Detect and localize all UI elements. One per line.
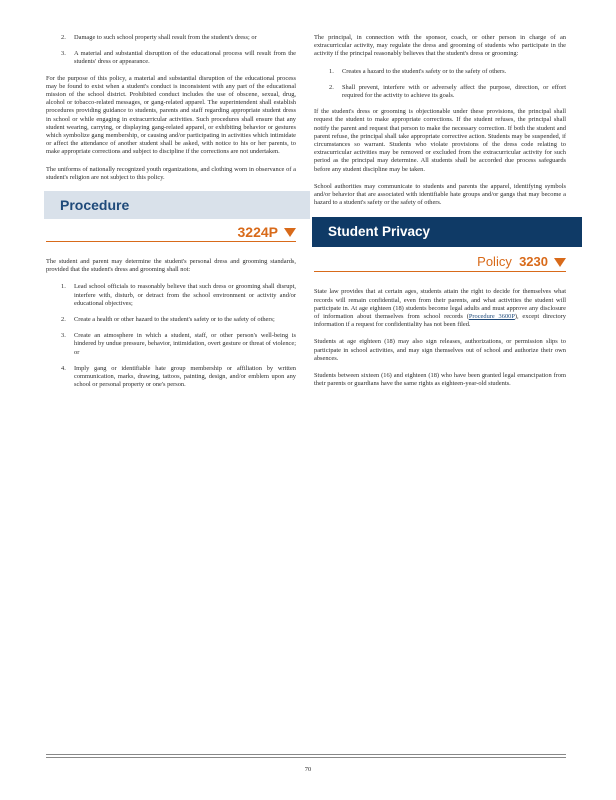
page-number: 70	[304, 766, 312, 773]
principal-conditions-list	[314, 68, 566, 101]
list-item: 2. Damage to such school property shall result from the student's dress; or	[61, 34, 257, 41]
policy-label: Policy	[477, 254, 512, 270]
procedure-heading: Procedure	[44, 191, 310, 219]
list-item: 1. Creates a hazard to the student's safety or to the safety of others.	[329, 67, 507, 75]
list-item: 3. A material and substantial disruption of the educational process will result from the students' dress or appearance.	[61, 50, 296, 66]
list-item-text: Damage to such school property shall result from the student's dress; or	[74, 34, 257, 41]
list-item-text: A material and substantial disruption of the educational process will result from the students' dress or appearance.	[74, 50, 296, 66]
footer-rule	[46, 754, 566, 755]
policy-paragraph: The uniforms of nationally recognized youth organizations, and clothing worn in observance of a student's religion are not subject to this policy.	[46, 165, 296, 181]
right-column	[314, 34, 566, 397]
procedure-list	[46, 283, 296, 389]
list-item: 1. Lead school officials to reasonably believe that such dress or grooming shall disrupt, interfere with, disturb, or detract from the school environment or activity and/or educational objectives;	[61, 283, 296, 307]
privacy-paragraph: Students at age eighteen (18) may also sign releases, authorizations, or permission slips to participate in school activities, and may sign themselves out of school and authorize their own absences.	[314, 338, 566, 362]
corrective-action-paragraph: If the student's dress or grooming is objectionable under these provisions, the principal shall request the student to make appropriate corrections. If the student refuses, the principal shall notify the parent and request that person to make the necessary correction. If both the student and parent refuse, the principal shall take appropriate corrective action. Students may be suspended, if circumstances so warrant. Students who violate provisions of the dress code relating to extracurricular activities may be removed or excluded from the extracurricular activity for such period as the principal may determine. All students shall be accorded due process safeguards before any student discipline may be taken.	[314, 108, 566, 173]
list-item: 2. Shall prevent, interfere with or adversely affect the purpose, direction, or effort required for the activity to achieve its goals.	[329, 83, 566, 100]
triangle-down-icon	[284, 228, 296, 237]
procedure-code: 3224P	[237, 224, 278, 241]
hate-groups-paragraph: School authorities may communicate to students and parents the apparel, identifying symbols and/or behavior that are associated with identifiable hate groups and/or gangs that may become a hazard to a student's safety or the safety of others.	[314, 182, 566, 207]
principal-paragraph: The principal, in connection with the sponsor, coach, or other person in charge of an extracurricular activity, may regulate the dress and grooming of students who participate in the activity if the principal reasonably believes that the student's dress or grooming:	[314, 34, 566, 58]
privacy-paragraph: Students between sixteen (16) and eighteen (18) who have been granted legal emancipation from their parents or guardians have the same rights as eighteen-year-old students.	[314, 372, 566, 388]
triangle-down-icon	[554, 258, 566, 267]
procedure-intro: The student and parent may determine the student's personal dress and grooming standards, provided that the student's dress and grooming shall not:	[46, 258, 296, 274]
student-privacy-heading: Student Privacy	[312, 217, 582, 247]
privacy-paragraph: State law provides that at certain ages, students attain the right to decide for themselves what records will remain confidential, even from their parents, and what activities the student will participate in. At age eighteen (18) students become legal adults and must approve any disclosure of information about themselves from school records (Procedure 3600P), except directory information if a request for confidentiality has not been filed.	[314, 288, 566, 329]
list-item: 4. Imply gang or identifiable hate group membership or affiliation by written communication, marks, drawing, tattoos, painting, design, and/or emblem upon any school or personal property or one's person.	[61, 364, 296, 389]
policy-code-row	[314, 253, 566, 272]
procedure-3600p-link[interactable]: Procedure 3600P	[468, 313, 515, 321]
procedure-code-row	[46, 223, 296, 242]
policy-code: 3230	[519, 254, 548, 270]
policy-paragraph: For the purpose of this policy, a material and substantial disruption of the educational process may be found to exist when a student's conduct is inconsistent with any part of the educational mission of the school district. Prohibited conduct includes the use of obscene, sexual, drug, alcohol or tobacco-related messages, or gang-related apparel. The superintendent shall establish procedures providing guidance to students, parents and staff regarding appropriate student dress in school or while engaging in extracurricular activities. Such procedures shall ensure that any student wearing, carrying, or displaying gang-related apparel, or exhibiting behavior or gestures which symbolize gang membership, or causing and/or participating in activities which intimidate or affect the attendance of another student shall be asked, with notice to his or her parents, to make appropriate corrections and subject to discipline if the corrections are not undertaken.	[46, 74, 296, 156]
left-column	[46, 34, 296, 397]
footer-rule	[46, 757, 566, 758]
list-item: 2. Create a health or other hazard to the student's safety or to the safety of others;	[61, 316, 275, 324]
dress-conditions-list	[46, 34, 296, 67]
list-item: 3. Create an atmosphere in which a student, staff, or other person's well-being is hindered by undue pressure, behavior, intimidation, overt gesture or threat of violence; or	[61, 332, 296, 356]
